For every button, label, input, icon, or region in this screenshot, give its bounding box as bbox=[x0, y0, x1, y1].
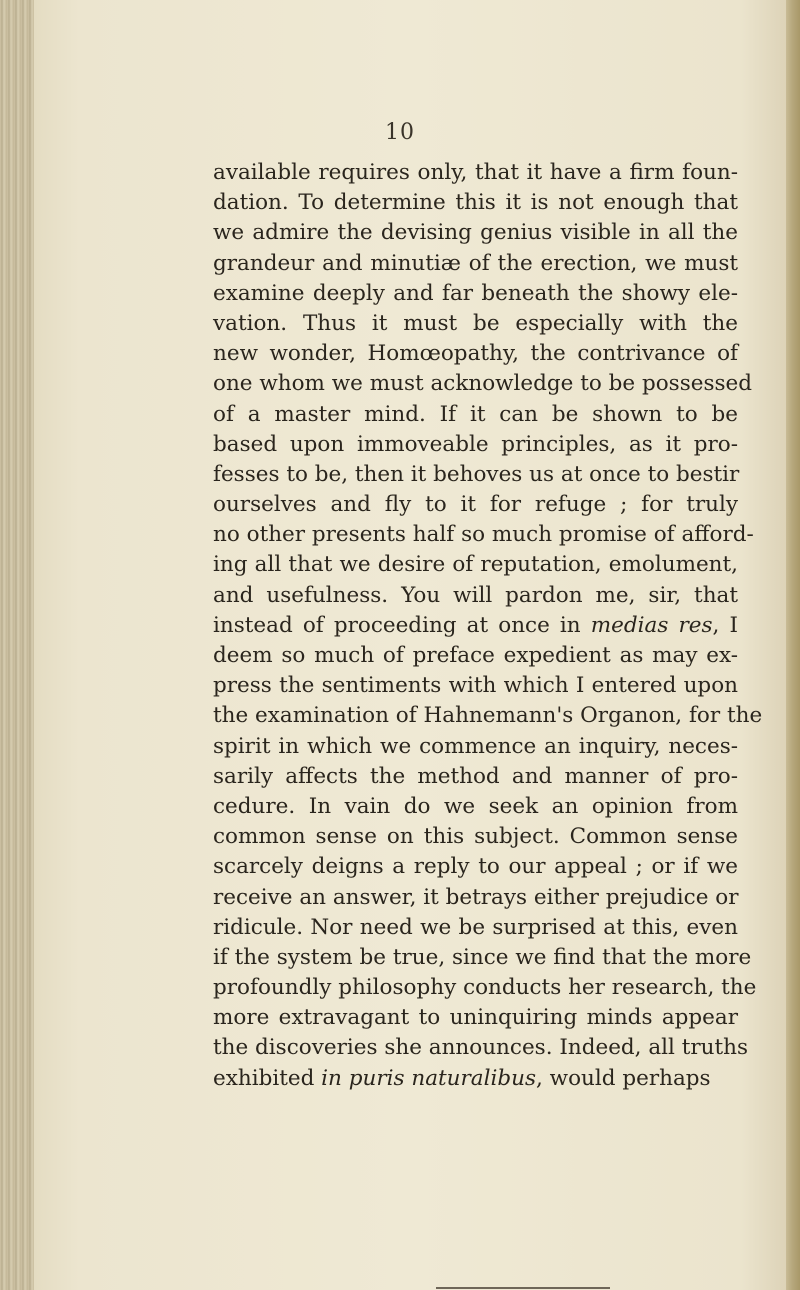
text-line: fesses to be, then it behoves us at once to bestir bbox=[213, 461, 740, 487]
text-line: receive an answer, it betrays either prejudice or bbox=[213, 884, 739, 910]
text-line: sarily affects the method and manner of pro- bbox=[213, 763, 738, 789]
text-line: press the sentiments with which I entered upon bbox=[213, 673, 738, 699]
text-line: spirit in which we commence an inquiry, neces- bbox=[213, 733, 738, 759]
page-gutter bbox=[0, 0, 34, 1290]
bottom-rule bbox=[436, 1287, 610, 1289]
text-line: cedure. In vain do we seek an opinion from bbox=[213, 793, 738, 819]
text-line: examine deeply and far beneath the showy ele- bbox=[213, 280, 738, 306]
text-line: and usefulness. You will pardon me, sir, that bbox=[213, 582, 738, 608]
text-line: based upon immoveable principles, as it pro- bbox=[213, 431, 738, 457]
body-text bbox=[213, 158, 763, 1094]
text-line: one whom we must acknowledge to be possessed bbox=[213, 371, 753, 397]
text-line: of a master mind. If it can be shown to be bbox=[213, 401, 738, 427]
page-edge bbox=[786, 0, 800, 1290]
text-line: we admire the devising genius visible in all the bbox=[213, 220, 738, 246]
text-line: profoundly philosophy conducts her research, the bbox=[213, 975, 757, 1001]
text-line: deem so much of preface expedient as may ex- bbox=[213, 643, 738, 668]
text-line: scarcely deigns a reply to our appeal ; or if we bbox=[213, 854, 738, 880]
text-line: ing all that we desire of reputation, emolument, bbox=[213, 552, 738, 578]
text-line: available requires only, that it have a firm foun- bbox=[213, 160, 738, 185]
text-line: instead of proceeding at once in medias res, I bbox=[213, 612, 738, 638]
text-line: dation. To determine this it is not enough that bbox=[213, 190, 738, 216]
text-line: vation. Thus it must be especially with the bbox=[213, 310, 738, 336]
text-line: the discoveries she announces. Indeed, all truths bbox=[213, 1035, 749, 1061]
text-line: exhibited in puris naturalibus, would perhaps bbox=[213, 1065, 711, 1091]
text-line: no other presents half so much promise of afford- bbox=[213, 522, 754, 548]
text-line: the examination of Hahnemann's Organon, for the bbox=[213, 703, 763, 729]
text-line: more extravagant to uninquiring minds appear bbox=[213, 1005, 738, 1031]
text-line: ourselves and fly to it for refuge ; for truly bbox=[213, 492, 738, 518]
text-line: grandeur and minutiæ of the erection, we must bbox=[213, 250, 738, 276]
text-line: ridicule. Nor need we be surprised at this, even bbox=[213, 914, 738, 940]
text-line: if the system be true, since we find that the more bbox=[213, 944, 752, 970]
text-line: common sense on this subject. Common sense bbox=[213, 824, 738, 850]
page-number: 10 bbox=[385, 120, 415, 145]
text-line: new wonder, Homœopathy, the contrivance of bbox=[213, 341, 738, 367]
